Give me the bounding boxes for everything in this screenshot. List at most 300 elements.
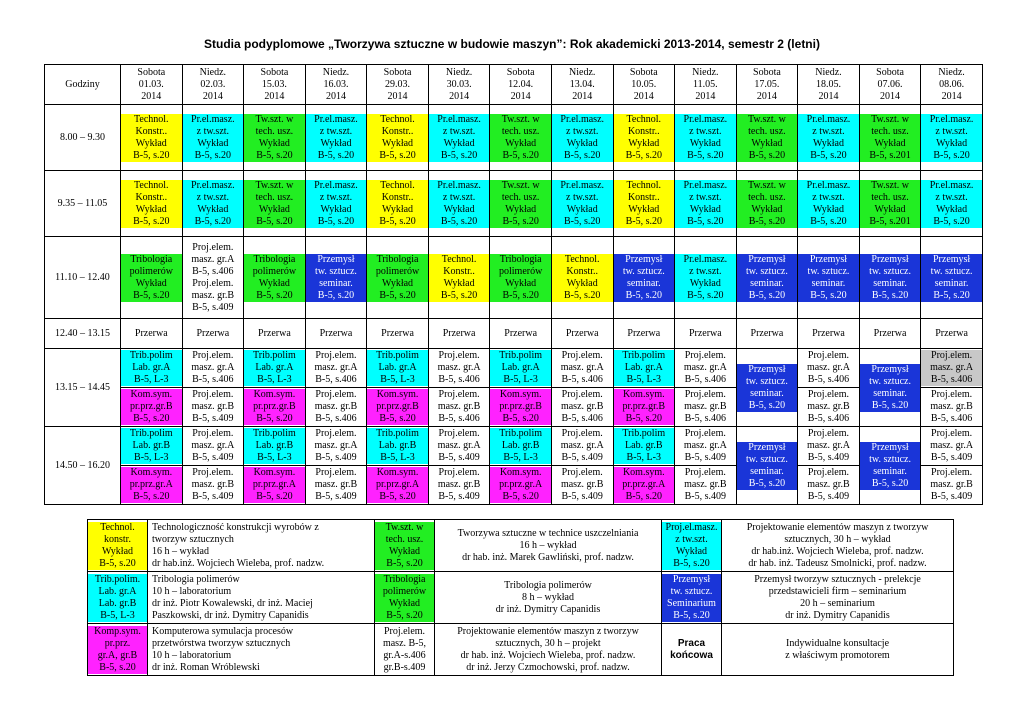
cell-line: Kom.sym. — [490, 467, 551, 479]
cell-line: Lab. gr.A — [244, 362, 305, 374]
cell-line: B-5, s.20 — [737, 150, 798, 162]
cell-line: tw. sztucz. — [737, 454, 798, 466]
cell-line: B-5, s.20 — [798, 150, 859, 162]
cell-line: Wykład — [183, 138, 244, 150]
cell-line: masz. gr.B — [930, 479, 973, 490]
class-cell — [428, 237, 490, 319]
cell-line: Proj.elem. — [561, 350, 603, 361]
class-subcell — [552, 388, 613, 426]
cell-line: pr.prz.gr.B — [367, 401, 428, 413]
cell-line: z tw.szt. — [675, 266, 736, 278]
cell-line: Wykład — [88, 546, 147, 558]
cell-line: Tribologia — [244, 254, 305, 266]
cell-line: tech. usz. — [244, 192, 305, 204]
time-slot-label: 13.15 – 14.45 — [45, 349, 121, 427]
legend-code — [88, 624, 148, 676]
class-cell — [428, 349, 490, 427]
class-cell — [736, 427, 798, 505]
break-cell: Przerwa — [244, 319, 306, 349]
class-cell — [244, 237, 306, 319]
cell-line: Lab. gr.A — [88, 586, 147, 598]
day-header-line: 13.04. — [569, 78, 595, 90]
cell-line: Lab. gr.B — [490, 440, 551, 452]
cell-line: masz. gr.A — [191, 253, 235, 265]
cell-line: Komp.sym. — [88, 626, 147, 638]
cell-line: tw. sztucz. — [614, 266, 675, 278]
legend-code-line: Praca — [677, 637, 706, 649]
cell-line: pr.prz.gr.B — [614, 401, 675, 413]
class-subcell — [367, 466, 428, 504]
class-cell — [367, 349, 429, 427]
cell-line: masz. gr.B — [314, 401, 358, 412]
cell-line: Proj.elem. — [192, 350, 234, 361]
cell-line: masz. gr.A — [683, 440, 727, 451]
class-cell — [428, 171, 490, 237]
cell-line: polimerów — [244, 266, 305, 278]
class-subcell — [552, 349, 613, 388]
legend-code — [88, 520, 148, 572]
day-header-line: 10.05. — [631, 78, 657, 90]
class-subcell — [490, 388, 551, 426]
class-cell — [859, 237, 921, 319]
cell-line: Konstr.. — [429, 266, 490, 278]
cell-line: B-5, s.406 — [561, 413, 603, 424]
class-cell — [182, 427, 244, 505]
cell-line: Tribologia — [375, 574, 434, 586]
class-subcell — [798, 388, 859, 426]
cell-line: Tw.szt. w — [490, 180, 551, 192]
cell-line: Pr.el.masz. — [675, 254, 736, 266]
cell-line: Kom.sym. — [121, 389, 182, 401]
cell-line: B-5, s.20 — [614, 290, 675, 302]
cell-line: B-5, s.406 — [438, 413, 480, 424]
day-header-line: Niedz. — [569, 66, 596, 78]
cell-line: masz. gr.B — [807, 479, 850, 490]
cell-line: Tw.szt. w — [860, 180, 921, 192]
cell-line: Wykład — [244, 138, 305, 150]
day-header — [428, 65, 490, 105]
cell-line: B-5, L-3 — [367, 374, 428, 386]
class-cell — [675, 105, 737, 171]
cell-line: B-5, s.409 — [684, 452, 727, 463]
cell-line: z tw.szt. — [183, 192, 244, 204]
day-header-line: 02.03. — [200, 78, 226, 90]
cell-line: B-5, L-3 — [121, 374, 182, 386]
legend-code — [662, 572, 722, 624]
cell-line: Tribologia — [490, 254, 551, 266]
class-cell — [798, 237, 860, 319]
cell-line: masz. gr.B — [560, 479, 604, 490]
cell-line: B-5, s.20 — [921, 216, 982, 228]
legend-description-line: dr inż. Dymitry Capanidis — [495, 603, 601, 615]
time-slot-row — [45, 171, 983, 237]
cell-line: Proj.elem. — [807, 467, 850, 478]
cell-line: masz. gr.A — [437, 440, 481, 451]
cell-line: pr.prz.gr.A — [614, 479, 675, 491]
time-slot-label: 8.00 – 9.30 — [45, 105, 121, 171]
cell-line: Wykład — [121, 204, 182, 216]
class-subcell — [183, 388, 244, 426]
cell-line: Wykład — [429, 278, 490, 290]
cell-line: gr.A-s.406 — [383, 649, 426, 661]
cell-line: masz. gr.A — [921, 362, 982, 374]
cell-line: Proj.elem. — [383, 625, 426, 637]
cell-line: Proj.elem. — [807, 389, 850, 400]
day-header — [798, 65, 860, 105]
cell-line: B-5, s.20 — [375, 610, 434, 622]
class-subcell — [121, 427, 182, 466]
class-subcell — [367, 427, 428, 466]
cell-line: Proj.el.masz. — [662, 522, 721, 534]
class-subcell — [244, 466, 305, 504]
class-cell — [182, 171, 244, 237]
legend-description-line: Paszkowski, dr inż. Dymitry Capanidis — [152, 609, 309, 621]
break-cell: Przerwa — [798, 319, 860, 349]
cell-line: Tw.szt. w — [490, 114, 551, 126]
class-subcell — [121, 466, 182, 504]
cell-line: masz. gr.A — [191, 440, 235, 451]
cell-line: B-5, s.406 — [684, 374, 727, 385]
class-subcell — [306, 427, 367, 466]
legend-code — [88, 572, 148, 624]
legend-description-line: 8 h – wykład — [522, 591, 574, 603]
cell-line: z tw.szt. — [798, 192, 859, 204]
cell-line: Trib.polim — [244, 350, 305, 362]
cell-line: Konstr.. — [614, 192, 675, 204]
cell-line: B-5, s.20 — [183, 150, 244, 162]
cell-line: pr.prz.gr.A — [244, 479, 305, 491]
cell-line: Proj.elem. — [438, 428, 480, 439]
cell-line: Wykład — [614, 138, 675, 150]
cell-line: B-5, L-3 — [490, 374, 551, 386]
class-subcell — [614, 427, 675, 466]
cell-line: Pr.el.masz. — [183, 180, 244, 192]
class-subcell — [921, 466, 982, 504]
cell-line: Proj.elem. — [684, 467, 726, 478]
class-cell — [736, 105, 798, 171]
cell-line: tech. usz. — [490, 192, 551, 204]
cell-line: pr.prz.gr.B — [244, 401, 305, 413]
cell-line: B-5, s.20 — [552, 290, 613, 302]
cell-line: seminar. — [737, 466, 798, 478]
cell-line: Proj.elem. — [921, 350, 982, 362]
day-header-line: 12.04. — [508, 78, 534, 90]
cell-line: Konstr.. — [552, 266, 613, 278]
cell-line: B-5, s.20 — [306, 150, 367, 162]
cell-line: Przemysł — [921, 254, 982, 266]
class-cell — [490, 349, 552, 427]
cell-line: B-5, s.20 — [88, 662, 147, 674]
legend-description-line: 20 h – seminarium — [800, 597, 875, 609]
cell-line: masz. gr.A — [683, 362, 727, 373]
cell-line: B-5, s.20 — [490, 491, 551, 503]
class-subcell — [798, 466, 859, 504]
cell-line: B-5, s.20 — [675, 216, 736, 228]
class-cell — [736, 237, 798, 319]
cell-line: Wykład — [737, 138, 798, 150]
cell-line: B-5, L-3 — [367, 452, 428, 464]
day-header-line: 15.03. — [261, 78, 287, 90]
class-cell — [182, 349, 244, 427]
cell-line: Tribologia — [121, 254, 182, 266]
cell-line: pr.prz. — [88, 638, 147, 650]
cell-line: Pr.el.masz. — [921, 180, 982, 192]
cell-line: Kom.sym. — [121, 467, 182, 479]
time-slot-label: 14.50 – 16.20 — [45, 427, 121, 505]
cell-line: Wykład — [429, 204, 490, 216]
cell-line: Technol. — [121, 180, 182, 192]
cell-line: B-5, s.409 — [315, 491, 357, 502]
break-cell: Przerwa — [675, 319, 737, 349]
legend-description-line: dr inż. Dymitry Capanidis — [785, 609, 890, 621]
day-header-line: 2014 — [880, 90, 901, 102]
cell-line: masz. gr.B — [191, 289, 235, 301]
cell-line: konstr. — [88, 534, 147, 546]
cell-line: B-5, s.20 — [121, 216, 182, 228]
day-header-line: 17.05. — [754, 78, 780, 90]
cell-line: Pr.el.masz. — [798, 114, 859, 126]
legend-description — [722, 572, 954, 624]
cell-line: tech. usz. — [375, 534, 434, 546]
cell-line: Wykład — [375, 598, 434, 610]
cell-line: Tw.szt. w — [737, 114, 798, 126]
cell-line: B-5, s.406 — [807, 374, 850, 385]
time-slot-row — [45, 105, 983, 171]
class-subcell — [183, 427, 244, 466]
time-slot-label: 9.35 – 11.05 — [45, 171, 121, 237]
class-subcell — [490, 427, 551, 466]
day-header-line: Niedz. — [938, 66, 965, 78]
cell-line: masz. gr.B — [560, 401, 604, 412]
cell-line: Proj.elem. — [684, 389, 726, 400]
day-header — [367, 65, 429, 105]
class-cell — [121, 105, 183, 171]
cell-line: B-5, s.406 — [561, 374, 603, 385]
cell-line: tech. usz. — [860, 126, 921, 138]
class-cell — [305, 171, 367, 237]
class-cell — [244, 427, 306, 505]
legend-code — [375, 572, 435, 624]
class-subcell — [552, 466, 613, 504]
cell-line: B-5, s.406 — [921, 374, 982, 386]
cell-line: Proj.elem. — [438, 389, 480, 400]
class-cell — [305, 237, 367, 319]
class-cell — [428, 427, 490, 505]
cell-line: Proj.elem. — [931, 389, 973, 400]
class-cell — [675, 237, 737, 319]
cell-line: tw. sztucz. — [737, 376, 798, 388]
class-cell — [859, 427, 921, 505]
cell-line: B-5, s.20 — [921, 150, 982, 162]
cell-line: Wykład — [860, 204, 921, 216]
cell-line: Proj.elem. — [315, 467, 357, 478]
cell-line: Wykład — [367, 204, 428, 216]
cell-line: Proj.elem. — [931, 428, 973, 439]
cell-line: masz. gr.B — [191, 401, 235, 412]
cell-line: Trib.polim — [121, 428, 182, 440]
cell-line: Proj.elem. — [807, 350, 850, 361]
cell-line: tw. sztucz. — [798, 266, 859, 278]
cell-line: polimerów — [490, 266, 551, 278]
cell-line: z tw.szt. — [552, 126, 613, 138]
legend-description-line: dr hab. inż. Tadeusz Smolnicki, prof. nadzw. — [748, 557, 927, 569]
cell-line: B-5, s.20 — [490, 290, 551, 302]
cell-line: Wykład — [662, 546, 721, 558]
cell-line: Wykład — [552, 204, 613, 216]
cell-line: Kom.sym. — [614, 467, 675, 479]
cell-line: Wykład — [675, 138, 736, 150]
cell-line: Przemysł — [737, 364, 798, 376]
legend-code — [375, 624, 435, 676]
cell-line: masz. gr.A — [437, 362, 481, 373]
legend-description-line: Komputerowa symulacja procesów — [152, 625, 294, 637]
cell-line: Pr.el.masz. — [306, 114, 367, 126]
cell-line: Proj.elem. — [684, 350, 726, 361]
legend-description-line: Tribologia polimerów — [152, 573, 240, 585]
class-subcell — [552, 427, 613, 466]
cell-line: B-5, s.20 — [306, 290, 367, 302]
legend-description-line: Tribologia polimerów — [504, 579, 592, 591]
cell-line: B-5, s.20 — [367, 150, 428, 162]
class-cell — [736, 171, 798, 237]
cell-line: Technol. — [88, 522, 147, 534]
cell-line: Lab. gr.B — [88, 598, 147, 610]
legend-description-line: z właściwym promotorem — [785, 649, 890, 661]
schedule-table — [44, 64, 983, 505]
class-cell — [675, 427, 737, 505]
cell-line: Pr.el.masz. — [429, 180, 490, 192]
day-header-line: 30.03. — [446, 78, 472, 90]
legend-code-line: końcowa — [670, 649, 713, 661]
cell-line: B-5, s.20 — [429, 216, 490, 228]
cell-line: tech. usz. — [244, 126, 305, 138]
class-cell — [675, 171, 737, 237]
cell-line: B-5, s.20 — [375, 558, 434, 570]
cell-line: B-5, s.20 — [121, 491, 182, 503]
cell-line: Trib.polim — [244, 428, 305, 440]
cell-line: Przemysł — [306, 254, 367, 266]
break-cell: Przerwa — [367, 319, 429, 349]
cell-line: Lab. gr.B — [244, 440, 305, 452]
cell-line: B-5, s.20 — [121, 413, 182, 425]
cell-line: Proj.elem. — [192, 389, 234, 400]
cell-line: Kom.sym. — [614, 389, 675, 401]
cell-line: z tw.szt. — [183, 126, 244, 138]
cell-line: tw. sztucz. — [306, 266, 367, 278]
class-cell — [921, 427, 983, 505]
class-cell — [121, 237, 183, 319]
cell-line: B-5, L-3 — [88, 610, 147, 622]
hours-header: Godziny — [45, 65, 121, 105]
cell-line: B-5, s.409 — [561, 452, 603, 463]
cell-line: Proj.elem. — [315, 428, 357, 439]
cell-line: B-5, s.20 — [244, 290, 305, 302]
day-header-line: 18.05. — [815, 78, 841, 90]
cell-line: Wykład — [798, 138, 859, 150]
class-subcell — [675, 466, 736, 504]
break-cell: Przerwa — [428, 319, 490, 349]
cell-line: Wykład — [306, 138, 367, 150]
cell-line: B-5, s.409 — [930, 491, 973, 502]
legend-description — [148, 572, 375, 624]
cell-line: B-5, s.20 — [860, 400, 921, 412]
legend-description-line: dr hab.inż. Wojciech Wieleba, prof. nadzw. — [152, 557, 325, 569]
cell-line: masz. gr.A — [930, 440, 974, 451]
cell-line: Trib.polim — [367, 428, 428, 440]
cell-line: tw. sztucz. — [860, 266, 921, 278]
cell-line: seminar. — [860, 466, 921, 478]
day-header-line: Sobota — [629, 66, 658, 78]
cell-line: masz. gr.B — [684, 479, 727, 490]
cell-line: Pr.el.masz. — [306, 180, 367, 192]
cell-line: masz. gr.B — [930, 401, 973, 412]
cell-line: masz. gr.B — [191, 479, 235, 490]
class-cell — [367, 427, 429, 505]
class-cell — [551, 427, 613, 505]
class-subcell — [183, 349, 244, 388]
day-header — [490, 65, 552, 105]
class-cell — [551, 237, 613, 319]
cell-line: Konstr.. — [614, 126, 675, 138]
cell-line: B-5, s.20 — [675, 150, 736, 162]
break-cell: Przerwa — [736, 319, 798, 349]
class-cell — [613, 427, 675, 505]
cell-line: B-5, s.406 — [315, 413, 357, 424]
cell-line: seminar. — [737, 278, 798, 290]
cell-line: Tw.szt. w — [375, 522, 434, 534]
cell-line: z tw.szt. — [921, 126, 982, 138]
cell-line: gr.A, gr.B — [88, 650, 147, 662]
cell-line: B-5, s.409 — [192, 452, 234, 463]
page-title: Studia podyplomowe „Tworzywa sztuczne w budowie maszyn”: Rok akademicki 2013-2014, semestr 2 (letni) — [204, 37, 820, 51]
cell-line: Wykład — [675, 204, 736, 216]
class-cell — [798, 427, 860, 505]
day-header — [244, 65, 306, 105]
class-cell — [305, 427, 367, 505]
cell-line: B-5, s.20 — [614, 491, 675, 503]
cell-line: z tw.szt. — [429, 192, 490, 204]
day-header — [182, 65, 244, 105]
cell-line: z tw.szt. — [675, 126, 736, 138]
cell-line: tech. usz. — [737, 192, 798, 204]
legend-description-line: Przemysł tworzyw sztucznych - prelekcje — [754, 573, 921, 585]
cell-line: B-5, s.406 — [438, 374, 480, 385]
class-subcell — [367, 388, 428, 426]
cell-line: pr.prz.gr.A — [367, 479, 428, 491]
cell-line: Konstr.. — [121, 126, 182, 138]
legend-row — [88, 520, 954, 572]
cell-line: Przemysł — [860, 442, 921, 454]
cell-line: Proj.elem. — [192, 467, 234, 478]
day-header — [305, 65, 367, 105]
class-cell — [921, 349, 983, 427]
cell-line: tw. sztucz. — [662, 586, 721, 598]
cell-line: Pr.el.masz. — [552, 180, 613, 192]
cell-line: Lab. gr.B — [614, 440, 675, 452]
cell-line: Wykład — [552, 278, 613, 290]
day-header-line: Sobota — [876, 66, 904, 78]
day-header-line: Niedz. — [322, 66, 350, 78]
day-header-line: Sobota — [137, 66, 166, 78]
cell-line: Pr.el.masz. — [429, 114, 490, 126]
cell-line: B-5, s.20 — [737, 290, 798, 302]
break-cell: Przerwa — [121, 319, 183, 349]
cell-line: tech. usz. — [860, 192, 921, 204]
class-subcell — [490, 466, 551, 504]
cell-line: seminar. — [737, 388, 798, 400]
legend-description — [435, 572, 662, 624]
class-cell — [182, 237, 244, 319]
